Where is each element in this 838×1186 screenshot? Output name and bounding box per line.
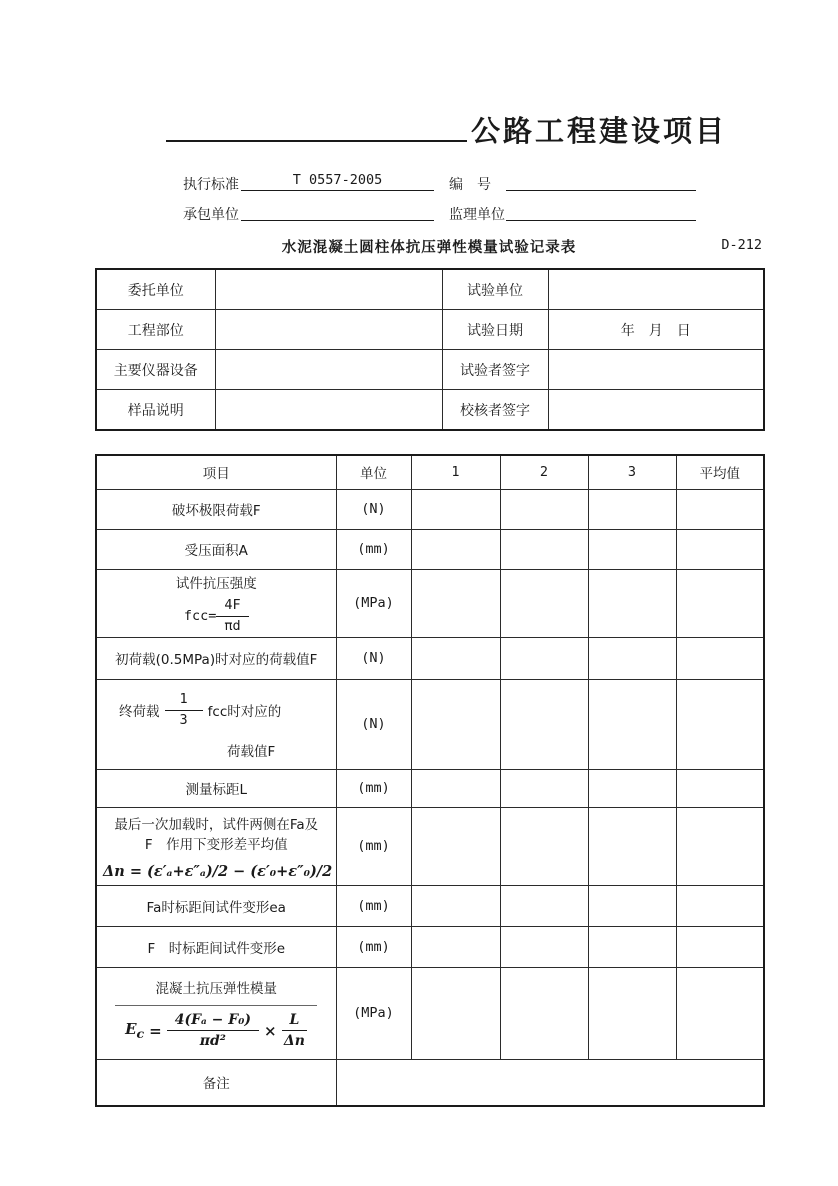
- value-cell: [676, 679, 764, 769]
- value-cell: [411, 807, 500, 885]
- label: 样品说明: [127, 402, 184, 419]
- value-cell: [411, 529, 500, 569]
- value-cell: [588, 637, 676, 679]
- item-cell: [96, 569, 336, 637]
- value-cell: [676, 637, 764, 679]
- unit-cell: [336, 769, 411, 807]
- value-cell: [588, 967, 676, 1059]
- value-cell: [500, 569, 588, 637]
- unit-label: (mm): [357, 897, 390, 914]
- main-test-table: [95, 454, 765, 1107]
- col-header-1: [411, 455, 500, 489]
- item-cell: [96, 926, 336, 967]
- value-cell: [676, 769, 764, 807]
- delta-n-formula: Δn = (ε′ₐ+ε″ₐ)/2 − (ε′₀+ε″₀)/2: [103, 863, 333, 881]
- final-load-formula: [97, 692, 336, 728]
- header-row: [96, 455, 764, 489]
- table-row: [96, 1059, 764, 1106]
- formula-lhs: fcc=: [183, 608, 217, 624]
- unit-cell: [336, 569, 411, 637]
- fraction: [167, 1012, 259, 1049]
- table-row: [96, 390, 764, 431]
- item-cell: [96, 679, 336, 769]
- label-cell: [442, 350, 548, 390]
- info-table: [95, 268, 765, 431]
- value-cell: [500, 489, 588, 529]
- symbol-subscript: c: [136, 1026, 145, 1041]
- header-label: 3: [627, 464, 637, 481]
- unit-label: (mm): [357, 938, 390, 955]
- fraction-numerator: L: [282, 1012, 308, 1031]
- unit-label: (mm): [357, 838, 390, 854]
- table-row: [96, 769, 764, 807]
- value-cell: [215, 350, 442, 390]
- formula-lhs: [125, 1020, 144, 1041]
- value-cell: [411, 967, 500, 1059]
- project-title: 公路工程建设项目: [471, 114, 728, 148]
- item-label: 最后一次加载时，试件两侧在Fa及: [114, 816, 319, 833]
- value-cell: [500, 529, 588, 569]
- supervisor-label: 监理单位: [449, 207, 505, 223]
- table-row: [96, 637, 764, 679]
- header-label: 1: [451, 464, 460, 481]
- value-cell: [548, 269, 764, 310]
- value-cell: [588, 489, 676, 529]
- number-value-line: [506, 172, 696, 191]
- value-cell: [588, 885, 676, 926]
- value-cell: [676, 926, 764, 967]
- unit-cell: [336, 885, 411, 926]
- formula-prefix: 终荷载: [119, 704, 160, 720]
- value-cell: [411, 489, 500, 529]
- value-cell: [588, 926, 676, 967]
- table-row: [96, 885, 764, 926]
- col-header-item: [96, 455, 336, 489]
- label: 试验日期: [467, 322, 523, 339]
- label-cell: [96, 310, 215, 350]
- item-cell: [96, 637, 336, 679]
- item-label: 受压面积A: [184, 543, 248, 559]
- date-placeholder: 年 月 日: [620, 322, 691, 339]
- remarks-cell: [336, 1059, 764, 1106]
- label: 校核者签字: [460, 402, 530, 419]
- header-label: 2: [539, 464, 549, 481]
- table-row: [96, 350, 764, 390]
- unit-cell: [336, 637, 411, 679]
- label-cell: [96, 350, 215, 390]
- unit-cell: [336, 529, 411, 569]
- formula-suffix: fcc时对应的: [207, 704, 282, 720]
- value-cell: [588, 569, 676, 637]
- value-cell: [500, 637, 588, 679]
- value-cell: [676, 807, 764, 885]
- item-cell: [96, 807, 336, 885]
- label-cell: [96, 269, 215, 310]
- fraction-denominator: πd: [224, 617, 241, 634]
- value-cell: [411, 926, 500, 967]
- standard-label: 执行标准: [183, 177, 239, 193]
- value-cell: [500, 679, 588, 769]
- value-cell: [588, 769, 676, 807]
- value-cell: [215, 310, 442, 350]
- fraction: [216, 598, 248, 634]
- value-cell: [676, 885, 764, 926]
- fraction-denominator: Δn: [283, 1033, 305, 1049]
- unit-cell: [336, 489, 411, 529]
- value-cell: [215, 269, 442, 310]
- value-cell: [411, 679, 500, 769]
- unit-label: (N): [361, 650, 386, 666]
- item-label: 破坏极限荷载F: [171, 503, 261, 519]
- table-row: [96, 807, 764, 885]
- fraction-numerator: 4F: [216, 598, 248, 617]
- fraction: [165, 692, 203, 728]
- value-cell: [500, 926, 588, 967]
- contractor-label: 承包单位: [183, 207, 239, 223]
- item-label: 混凝土抗压弹性模量: [155, 980, 277, 997]
- table-row: [96, 269, 764, 310]
- value-cell: [676, 529, 764, 569]
- header-label: 单位: [360, 466, 387, 483]
- value-cell: [500, 885, 588, 926]
- value-cell: [588, 679, 676, 769]
- unit-label: (mm): [357, 780, 390, 796]
- item-label: 初荷载(0.5MPa)时对应的荷载值F: [115, 652, 318, 668]
- header-label: 项目: [202, 466, 230, 483]
- fraction: [282, 1012, 308, 1049]
- value-cell: [548, 310, 764, 350]
- label-cell: [442, 390, 548, 431]
- table-row: [96, 967, 764, 1059]
- item-cell: [96, 769, 336, 807]
- title-underline: [166, 118, 467, 142]
- header-label: 平均值: [699, 466, 740, 483]
- fraction-denominator: πd²: [199, 1033, 226, 1049]
- table-row: [96, 679, 764, 769]
- unit-label: (MPa): [353, 595, 394, 611]
- symbol-base: E: [125, 1020, 137, 1038]
- contractor-value-line: [241, 202, 434, 221]
- fraction-numerator: 4(Fₐ − F₀): [167, 1012, 259, 1031]
- value-cell: [411, 769, 500, 807]
- multiply-sign: ×: [263, 1021, 277, 1040]
- label-cell: [442, 310, 548, 350]
- standard-value-line: T 0557-2005: [241, 172, 434, 191]
- table-row: [96, 310, 764, 350]
- value-cell: [676, 569, 764, 637]
- value-cell: [411, 569, 500, 637]
- value-cell: [588, 807, 676, 885]
- item-cell: [96, 885, 336, 926]
- value-cell: [500, 769, 588, 807]
- value-cell: [548, 350, 764, 390]
- value-cell: [215, 390, 442, 431]
- unit-cell: [336, 926, 411, 967]
- label: 委托单位: [127, 282, 184, 299]
- item-label: 测量标距L: [185, 782, 248, 798]
- item-label: F 时标距间试件变形e: [147, 940, 286, 957]
- value-cell: [500, 967, 588, 1059]
- form-code: D-212: [721, 237, 762, 253]
- number-label: 编 号: [449, 177, 491, 193]
- value-cell: [500, 807, 588, 885]
- fcc-formula: [97, 598, 336, 634]
- unit-cell: [336, 807, 411, 885]
- value-cell: [676, 489, 764, 529]
- col-header-average: [676, 455, 764, 489]
- fraction-numerator: 1: [165, 692, 203, 711]
- fraction-denominator: 3: [179, 711, 188, 728]
- label: 工程部位: [127, 322, 184, 339]
- unit-label: (mm): [357, 541, 390, 557]
- label-cell: [96, 390, 215, 431]
- unit-label: (MPa): [353, 1005, 394, 1021]
- item-cell: [96, 1059, 336, 1106]
- value-cell: [548, 390, 764, 431]
- label-cell: [442, 269, 548, 310]
- label: 试验者签字: [460, 362, 530, 379]
- table-row: [96, 489, 764, 529]
- item-label: 荷载值F: [227, 744, 276, 761]
- item-label: Fa时标距间试件变形ea: [146, 899, 286, 916]
- col-header-2: [500, 455, 588, 489]
- label: 主要仪器设备: [113, 362, 198, 379]
- value-cell: [411, 885, 500, 926]
- value-cell: [676, 967, 764, 1059]
- col-header-3: [588, 455, 676, 489]
- value-cell: [411, 637, 500, 679]
- equals-sign: =: [149, 1021, 162, 1040]
- item-label: 试件抗压强度: [175, 575, 257, 592]
- table-row: [96, 529, 764, 569]
- elastic-modulus-formula: [115, 1005, 317, 1049]
- label: 试验单位: [467, 282, 523, 299]
- unit-label: (N): [361, 716, 386, 732]
- supervisor-value-line: [506, 202, 696, 221]
- item-label: 备注: [202, 1076, 230, 1093]
- table-row: [96, 569, 764, 637]
- form-title: 水泥混凝土圆柱体抗压弹性模量试验记录表: [281, 240, 577, 256]
- item-cell: [96, 967, 336, 1059]
- unit-label: (N): [361, 501, 386, 517]
- col-header-unit: [336, 455, 411, 489]
- table-row: [96, 926, 764, 967]
- item-cell: [96, 489, 336, 529]
- unit-cell: [336, 967, 411, 1059]
- value-cell: [588, 529, 676, 569]
- item-label: F 作用下变形差平均值: [144, 836, 288, 853]
- item-cell: [96, 529, 336, 569]
- unit-cell: [336, 679, 411, 769]
